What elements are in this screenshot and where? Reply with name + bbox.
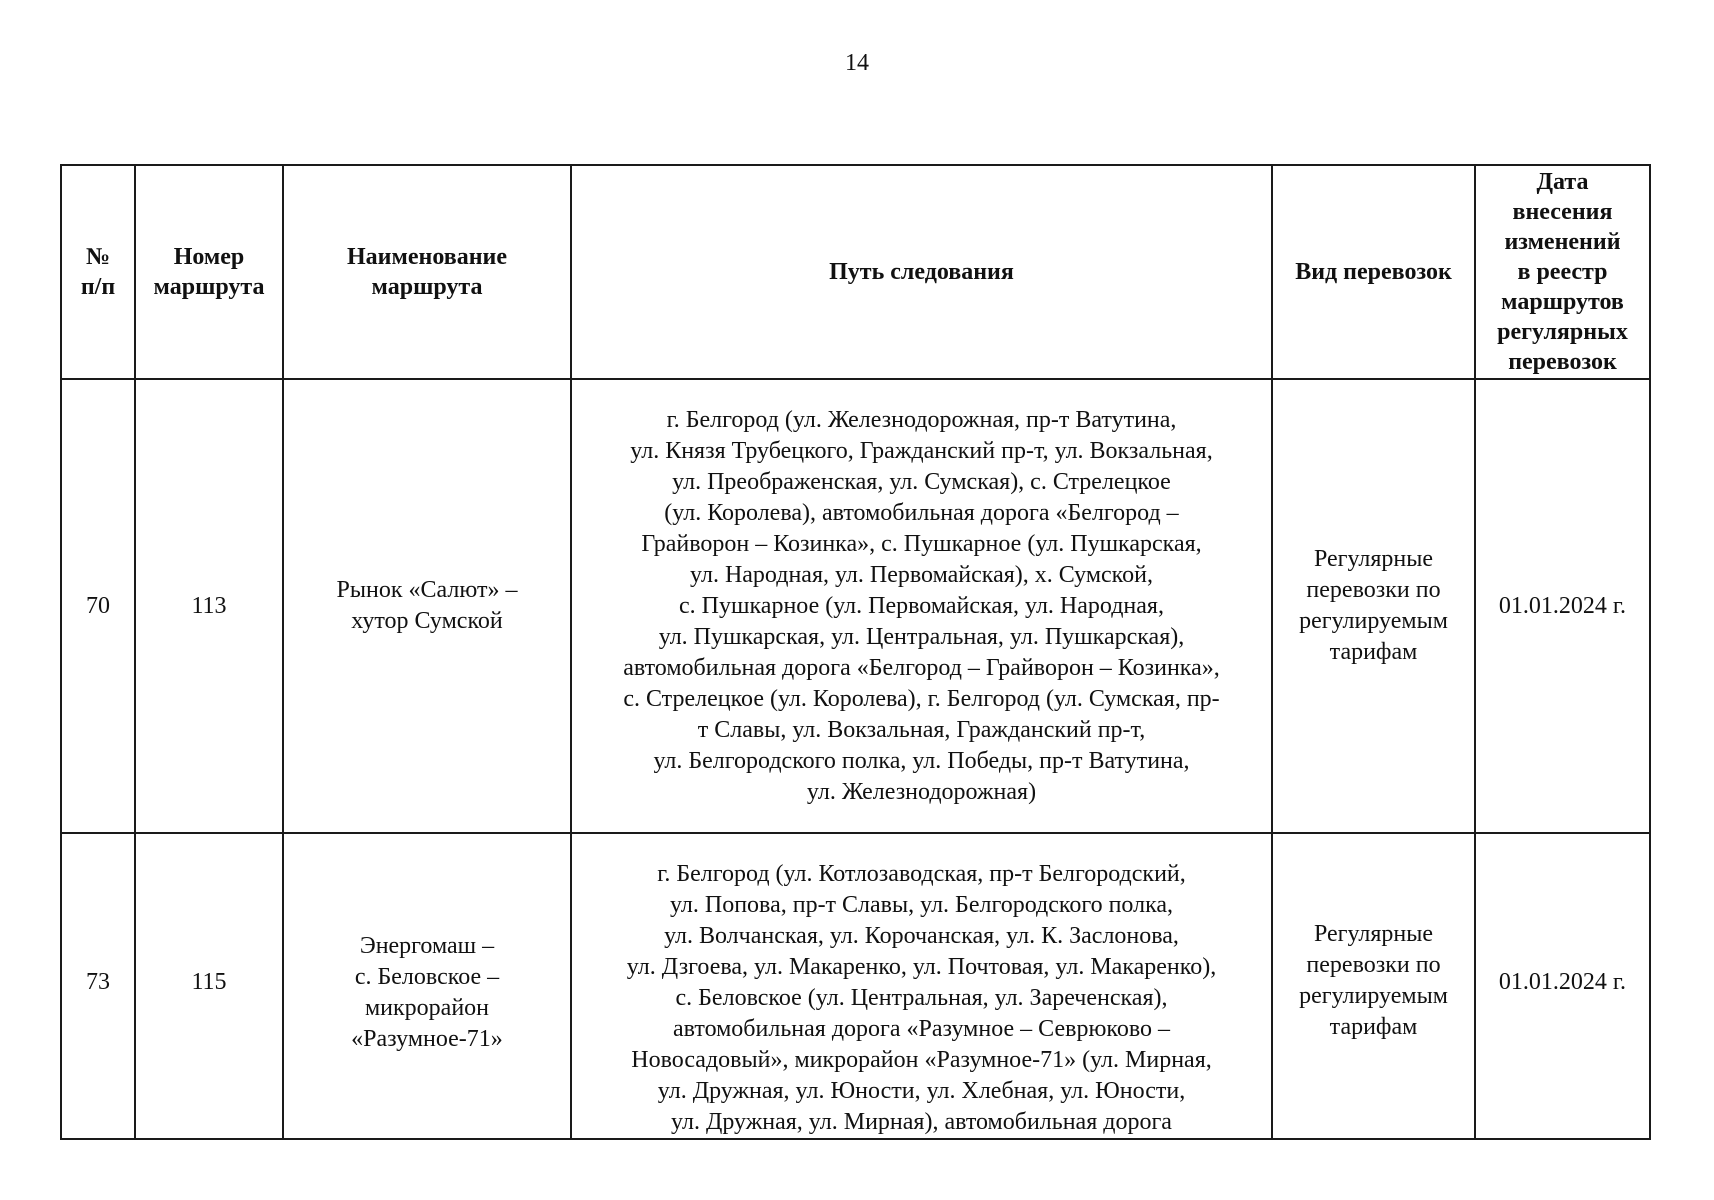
cell-transport-type-wrap (1272, 833, 1475, 1139)
routes-table (60, 164, 1651, 1140)
header-change-date: Дата внесения изменений в реестр маршрутов регулярных перевозок (1475, 165, 1650, 379)
table-row (61, 833, 1650, 1139)
cell-change-date: 01.01.2024 г. (1498, 969, 1627, 995)
cell-route-number: 113 (135, 379, 283, 833)
cell-route-name: Энергомаш – с. Беловское – микрорайон «Разумное-71» (351, 933, 503, 1052)
header-path: Путь следования (571, 165, 1272, 379)
table-header-row (61, 165, 1650, 379)
cell-transport-type: Регулярные перевозки по регулируемым тарифам (1272, 379, 1475, 833)
header-transport-type: Вид перевозок (1272, 165, 1475, 379)
cell-path: г. Белгород (ул. Железнодорожная, пр-т Ватутина, ул. Князя Трубецкого, Гражданский пр-т, ул. Вокзальная, ул. Преображенская, ул. Сумская), с. Стрелецкое (ул. Королева), автомобильная дорога «Белгород – Грайворон – Козинка», с. Пушкарное (ул. Пушкарская, ул. Народная, ул. Первомайская), х. Сумской, с. Пушкарное (ул. Первомайская, ул. Народная, ул. Пушкарская, ул. Центральная, ул. Пушкарская), автомобильная дорога «Белгород – Грайворон – Козинка», с. Стрелецкое (ул. Королева), г. Белгород (ул. Сумская, пр- т Славы, ул. Вокзальная, Гражданский пр-т, ул. Белгородского полка, ул. Победы, пр-т Ватутина, ул. Железнодорожная) (571, 379, 1272, 833)
header-route-name: Наименование маршрута (283, 165, 571, 379)
cell-index: 70 (61, 379, 135, 833)
cell-route-name-wrap (283, 833, 571, 1139)
header-index: № п/п (61, 165, 135, 379)
cell-path-wrap (571, 833, 1272, 1139)
cell-change-date: 01.01.2024 г. (1475, 379, 1650, 833)
cell-change-date-wrap (1475, 833, 1650, 1139)
cell-route-number-wrap (135, 833, 283, 1139)
cell-index: 73 (86, 969, 110, 995)
cell-route-name: Рынок «Салют» – хутор Сумской (283, 379, 571, 833)
page-number: 14 (845, 50, 869, 76)
cell-transport-type: Регулярные перевозки по регулируемым тарифам (1299, 921, 1448, 1040)
cell-index-wrap (61, 833, 135, 1139)
cell-path: г. Белгород (ул. Котлозаводская, пр-т Белгородский, ул. Попова, пр-т Славы, ул. Белгородского полка, ул. Волчанская, ул. Корочанская, ул. К. Заслонова, ул. Дзгоева, ул. Макаренко, ул. Почтовая, ул. Макаренко), с. Беловское (ул. Центральная, ул. Зареченская), автомобильная дорога «Разумное – Севрюково – Новосадовый», микрорайон «Разумное-71» (ул. Мирная, ул. Дружная, ул. Юности, ул. Хлебная, ул. Юности, ул. Дружная, ул. Мирная), автомобильная дорога (626, 861, 1217, 1135)
header-route-number: Номер маршрута (135, 165, 283, 379)
table-row (61, 379, 1650, 833)
cell-route-number: 115 (191, 969, 227, 995)
